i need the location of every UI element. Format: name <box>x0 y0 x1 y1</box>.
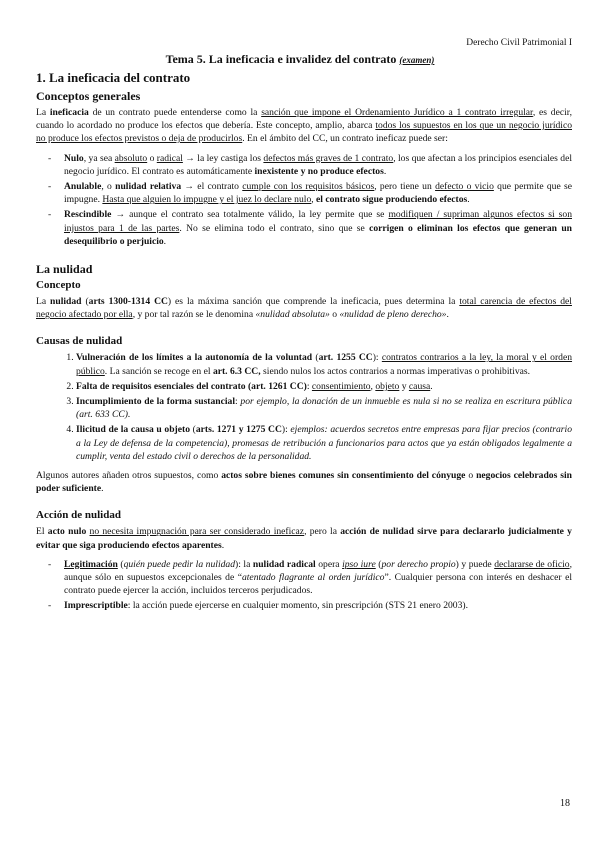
page-number: 18 <box>560 798 570 809</box>
list-item: - Rescindible → aunque el contrato sea totalmente válido, la ley permite que se modifiquen / supriman algunos efectos si son injustos para 1 de las partes. No se elimina todo el contrato, sino que se corrigen o eliminan los efectos que generan un desequilibrio o perjuicio. <box>64 208 572 248</box>
list-item: 4. Ilicitud de la causa u objeto (arts. 1271 y 1275 CC): ejemplos: acuerdos secretos entre empresas para fijar precios (contrario a la Ley de defensa de la competencia), promesas de retribución a funcionarios para actos que ya están obligados legalmente a cumplir, venta del estado civil o derechos de la personalidad. <box>76 423 572 463</box>
main-content <box>36 70 572 619</box>
list-item: - Anulable, o nulidad relativa → el contrato cumple con los requisitos básicos, pero tiene un defecto o vicio que permite que se impugne. Hasta que alguien lo impugne y el juez lo declare nulo, el contrato sigue produciendo efectos. <box>64 180 572 206</box>
paragraph-concepto: La nulidad (arts 1300-1314 CC) es la máxima sanción que comprende la ineficacia, pues determina la total carencia de efectos del negocio afectado por ella, y por tal razón se le denomina «nulidad absoluta» o «nulidad de pleno derecho». <box>36 296 572 321</box>
subsection-heading-accion: Acción de nulidad <box>36 509 121 522</box>
list-item: 3. Incumplimiento de la forma sustancial: por ejemplo, la donación de un inmueble es nula si no se realiza en escritura pública (art. 633 CC). <box>76 395 572 421</box>
page-title <box>0 52 600 67</box>
exam-tag: (examen) <box>399 55 435 65</box>
list-item: 1. Vulneración de los límites a la autonomía de la voluntad (art. 1255 CC): contratos contrarios a la ley, la moral y el orden público. La sanción se recoge en el art. 6.3 CC, siendo nulos los actos contrarios a normas imperativas o prohibitivas. <box>76 351 572 377</box>
paragraph-ineficacia: La ineficacia de un contrato puede entenderse como la sanción que impone el Ordenamiento Jurídico a 1 contrato irregular, es decir, cuando lo acordado no produce los efectos que debería. Este concepto, amplio, abarca todos los supuestos en los que un negocio jurídico no produce los efectos previstos o deja de producirlos. En el ámbito del CC, un contrato ineficaz puede ser: <box>36 107 572 145</box>
subsection-heading: Conceptos generales <box>36 89 141 103</box>
paragraph-accion: El acto nulo no necesita impugnación para ser considerado ineficaz, pero la acción de nulidad sirve para declararlo judicialmente y evitar que siga produciendo efectos aparentes. <box>36 526 572 551</box>
section-heading: 1. La ineficacia del contrato <box>36 70 191 85</box>
accion-list <box>36 558 572 613</box>
section-heading-nulidad: La nulidad <box>36 262 93 277</box>
list-item: - Nulo, ya sea absoluto o radical → la ley castiga los defectos más graves de 1 contrato, los que afectan a los principios esenciales del negocio jurídico. El contrato es automáticamente inexistente y no produce efectos. <box>64 152 572 178</box>
subsection-heading-causas: Causas de nulidad <box>36 335 123 348</box>
paragraph-otros-supuestos: Algunos autores añaden otros supuestos, como actos sobre bienes comunes sin consentimiento del cónyuge o negocios celebrados sin poder suficiente. <box>36 470 572 495</box>
running-header: Derecho Civil Patrimonial I <box>466 38 572 48</box>
title-text: Tema 5. La ineficacia e invalidez del contrato <box>165 52 397 66</box>
list-item: - Imprescriptible: la acción puede ejercerse en cualquier momento, sin prescripción (STS 21 enero 2003). <box>64 599 572 612</box>
subsection-heading-concepto: Concepto <box>36 279 81 292</box>
list-item: 2. Falta de requisitos esenciales del contrato (art. 1261 CC): consentimiento, objeto y causa. <box>76 380 572 393</box>
causas-list <box>36 351 572 463</box>
ineficacia-types-list <box>36 152 572 248</box>
list-item: - Legitimación (quién puede pedir la nulidad): la nulidad radical opera ipso iure (por derecho propio) y puede declararse de oficio, aunque sólo en supuestos excepcionales de “atentado flagrante al orden jurídico”. Cualquier persona con interés en deshacer el contrato puede ejercer la acción, incluidos terceros perjudicados. <box>64 558 572 598</box>
